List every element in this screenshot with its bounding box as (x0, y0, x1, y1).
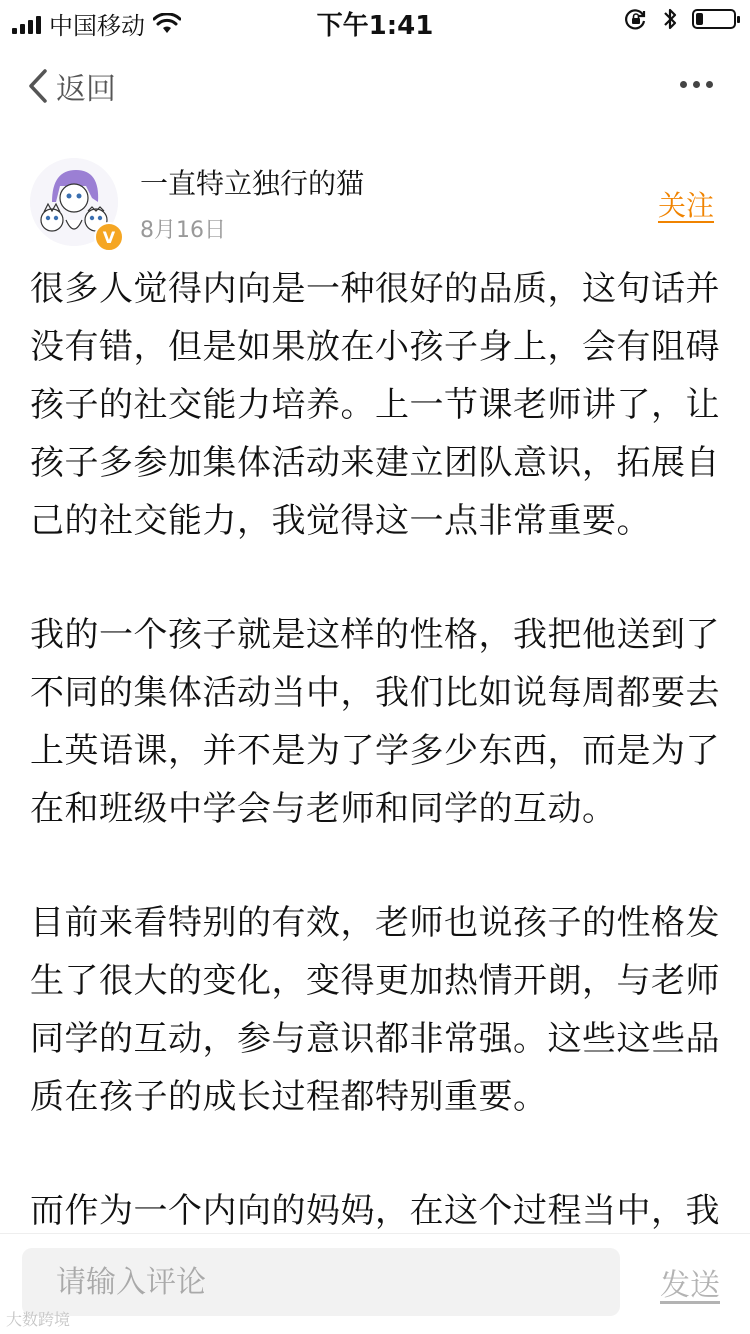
comment-bar (0, 1233, 750, 1334)
dot-icon (693, 81, 700, 88)
chevron-left-icon (28, 69, 48, 103)
battery-icon (692, 9, 736, 29)
nav-bar (0, 50, 750, 120)
dot-icon (706, 81, 713, 88)
author-name[interactable]: 一直特立独行的猫 (140, 167, 365, 200)
article-paragraph: 我的一个孩子就是这样的性格，我把他送到了不同的集体活动当中，我们比如说每周都要去上英语课，并不是为了学多少东西，而是为了在和班级中学会与老师和同学的互动。 (30, 615, 720, 829)
dot-icon (680, 81, 687, 88)
comment-input[interactable] (22, 1248, 620, 1316)
clock: 下午1:41 (316, 11, 434, 41)
carrier-name: 中国移动 (49, 12, 145, 40)
watermark: 大数跨境 (6, 1310, 71, 1329)
status-bar (0, 0, 750, 40)
verified-badge-icon: V (94, 222, 124, 252)
send-button[interactable]: 发送 (660, 1268, 720, 1303)
bluetooth-icon (662, 6, 678, 32)
article-body (30, 260, 720, 1250)
follow-button[interactable]: 关注 (657, 189, 714, 222)
author-header (30, 158, 720, 248)
battery-level (696, 13, 703, 25)
back-button[interactable] (28, 64, 116, 108)
orientation-lock-icon (624, 7, 648, 31)
status-icons (624, 6, 736, 32)
article-paragraph: 目前来看特别的有效，老师也说孩子的性格发生了很大的变化，变得更加热情开朗，与老师同学的互动，参与意识都非常强。这些这些品质在孩子的成长过程都特别重要。 (30, 903, 720, 1117)
article-paragraph: 而作为一个内向的妈妈，在这个过程当中，我 (30, 1191, 720, 1231)
article-paragraph: 很多人觉得内向是一种很好的品质，这句话并没有错，但是如果放在小孩子身上，会有阻碍孩子的社交能力培养。上一节课老师讲了，让孩子多参加集体活动来建立团队意识，拓展自己的社交能力，我觉得这一点非常重要。 (30, 269, 720, 541)
more-options-button[interactable] (676, 64, 716, 104)
post-date: 8月16日 (140, 218, 226, 243)
back-label: 返回 (56, 72, 116, 107)
